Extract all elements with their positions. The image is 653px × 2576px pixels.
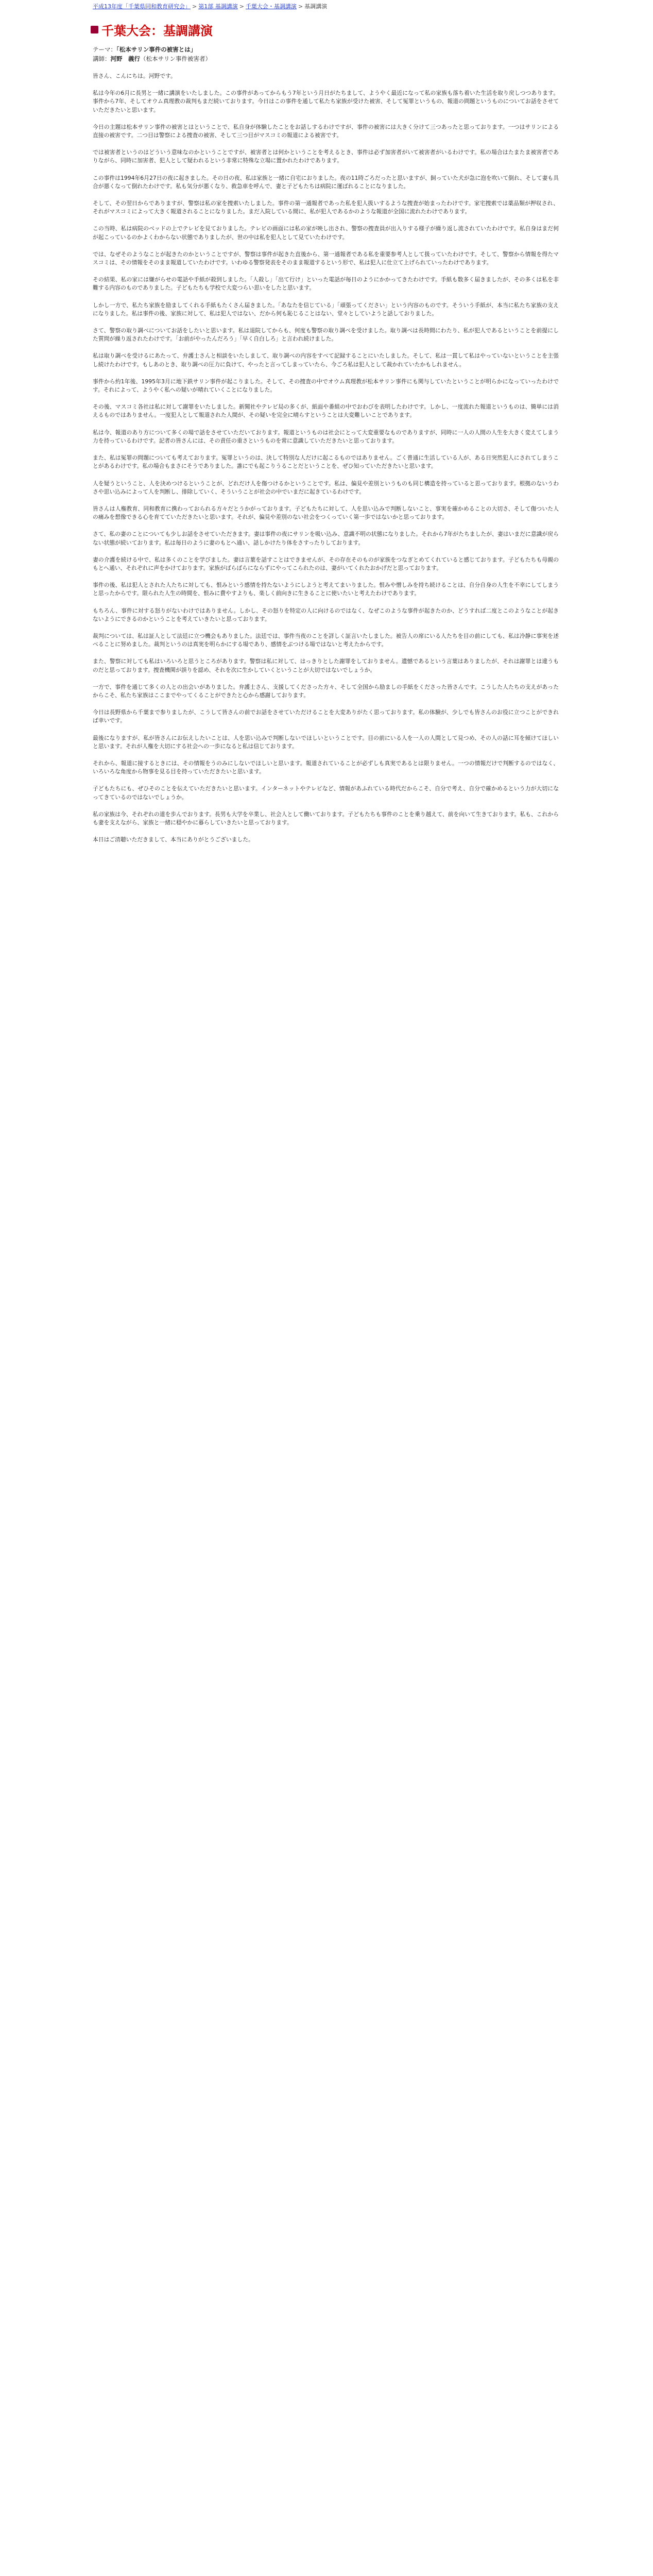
body-paragraph: では被害者というのはどういう意味なのかということですが、被害者とは何かということを考えるとき、事件は必ず加害者がいて被害者がいるわけです。私の場合はたまたま被害者でありながら、同時に加害者、犯人として疑われるという非常に特殊な立場に置かれたわけであります。 xyxy=(93,149,559,164)
body-paragraph: そして、その翌日からでありますが、警察は私の家を捜索いたしました。事件の第一通報者であった私を犯人扱いするような捜査が始まったわけです。家宅捜索では薬品類が押収され、それがマスコミによって大きく報道されることになりました。まだ入院している間に、私が犯人であるかのような報道が全国に流れたわけであります。 xyxy=(93,200,559,215)
speaker-role: （松本サリン事件被害者） xyxy=(140,55,211,62)
body-paragraph: それから、報道に接するときには、その情報をうのみにしないでほしいと思います。報道されていることが必ずしも真実であるとは限りません。一つの情報だけで判断するのではなく、いろいろな角度から物事を見る目を持っていただきたいと思います。 xyxy=(93,759,559,775)
breadcrumb-link-2[interactable]: 第1部 基調講演 xyxy=(198,3,238,10)
speaker-line xyxy=(93,55,556,63)
page-title-text: 千葉大会：基調講演 xyxy=(101,24,213,38)
body-paragraph: この事件は1994年6月27日の夜に起きました。その日の夜、私は家族と一緒に自宅におりました。夜の11時ごろだったと思いますが、飼っていた犬が急に泡を吹いて倒れ、そして妻も具合が悪くなって倒れたわけです。私も気分が悪くなり、救急車を呼んで、妻と子どもたちは病院に運ばれることになりました。 xyxy=(93,174,559,190)
body-paragraph: さて、警察の取り調べについてお話をしたいと思います。私は退院してからも、何度も警察の取り調べを受けました。取り調べは長時間にわたり、私が犯人であるということを前提にした質問が繰り返されたわけです。「お前がやったんだろう」「早く自白しろ」と言われ続けました。 xyxy=(93,327,559,343)
breadcrumb xyxy=(93,3,556,10)
body-paragraph: 今日は長野県から千葉まで参りましたが、こうして皆さんの前でお話をさせていただけることを大変ありがたく思っております。私の体験が、少しでも皆さんのお役に立つことができれば幸いです。 xyxy=(93,709,559,724)
body-paragraph: この当時、私は病院のベッドの上でテレビを見ておりました。テレビの画面には私の家が映し出され、警察の捜査員が出入りする様子が繰り返し流されていたわけです。私自身はまだ何が起こっているのかよくわからない状態でありましたが、世の中は私を犯人として見ていたわけです。 xyxy=(93,225,559,241)
body-paragraph: さて、私の妻のことについても少しお話をさせていただきます。妻は事件の夜にサリンを吸い込み、意識不明の状態になりました。それから7年がたちましたが、妻はいまだに意識が戻らない状態が続いております。私は毎日のように妻のもとへ通い、話しかけたり体をさすったりしております。 xyxy=(93,531,559,546)
body-paragraph: その結果、私の家には嫌がらせの電話や手紙が殺到しました。「人殺し」「出て行け」といった電話が毎日のようにかかってきたわけです。手紙も数多く届きましたが、その多くは私を非難する内容のものでありました。子どもたちも学校で大変つらい思いをしたと思います。 xyxy=(93,276,559,292)
body-paragraph: 皆さん、こんにちは。河野です。 xyxy=(93,73,176,79)
body-paragraph: その後、マスコミ各社は私に対して謝罪をいたしました。新聞社やテレビ局の多くが、紙面や番組の中でおわびを表明したわけです。しかし、一度流れた報道というものは、簡単には消えるものではありません。一度犯人として報道された人間が、その疑いを完全に晴らすということは大変難しいことであります。 xyxy=(93,403,559,419)
body-paragraph: 妻の介護を続ける中で、私は多くのことを学びました。妻は言葉を話すことはできませんが、その存在そのものが家族をつなぎとめてくれていると感じております。子どもたちも母親のもとへ通い、それぞれに声をかけております。家族がばらばらにならずにやってこられたのは、妻がいてくれたおかげだと思っております。 xyxy=(93,556,559,571)
breadcrumb-link-3[interactable]: 千葉大会・基調講演 xyxy=(245,3,297,10)
breadcrumb-current: 基調講演 xyxy=(304,3,328,10)
body-paragraph: 私の家族は今、それぞれの道を歩んでおります。長男も大学を卒業し、社会人として働いております。子どもたちも事件のことを乗り越えて、前を向いて生きております。私も、これからも妻を支えながら、家族と一緒に穏やかに暮らしていきたいと思っております。 xyxy=(93,810,559,826)
lecture-body xyxy=(93,72,559,853)
body-paragraph: 事件から約1年後、1995年3月に地下鉄サリン事件が起こりました。そして、その捜査の中でオウム真理教が松本サリン事件にも関与していたということが明らかになっていったわけです。それによって、ようやく私への疑いが晴れていくことになりました。 xyxy=(93,378,559,394)
body-paragraph: また、私は冤罪の問題についても考えております。冤罪というのは、決して特別な人だけに起こるものではありません。ごく普通に生活している人が、ある日突然犯人にされてしまうことがあるわけです。私の場合もまさにそうでありました。誰にでも起こりうることだということを、ぜひ知っていただきたいと思います。 xyxy=(93,454,559,470)
body-paragraph: 本日はご清聴いただきまして、本当にありがとうございました。 xyxy=(93,836,254,843)
body-paragraph: しかし一方で、私たち家族を励ましてくれる手紙もたくさん届きました。「あなたを信じている」「頑張ってください」という内容のものです。そういう手紙が、本当に私たち家族の支えになりました。私は事件の後、家族に対して、私は犯人ではない、だから何も恥じることはない、堂々としていようと話しておりました。 xyxy=(93,301,559,317)
body-paragraph: 事件の後、私は犯人とされた人たちに対しても、恨みという感情を持たないようにしようと考えてまいりました。恨みや憎しみを持ち続けることは、自分自身の人生を不幸にしてしまうと思ったからです。限られた人生の時間を、恨みに費やすよりも、楽しく前向きに生きることに使いたいと考えたわけであります。 xyxy=(93,582,559,597)
body-paragraph: 皆さんは人権教育、同和教育に携わっておられる方々だとうかがっております。子どもたちに対して、人を思い込みで判断しないこと、事実を確かめることの大切さ、そして傷ついた人の痛みを想像できる心を育てていただきたいと思います。それが、偏見や差別のない社会をつくっていく第一歩ではないかと思っております。 xyxy=(93,505,559,521)
theme-text: 「松本サリン事件の被害とは」 xyxy=(116,46,197,53)
title-bullet-icon xyxy=(91,26,98,33)
body-paragraph: 私は今年の6月に長男と一緒に講演をいたしました。この事件があってからもう7年という月日がたちまして、ようやく最近になって私の家族も落ち着いた生活を取り戻しつつあります。事件から7年、そしてオウム真理教の裁判もまだ続いております。今日はこの事件を通して私たち家族が受けた被害、そして冤罪というもの、報道の問題というものについてお話をさせていただきたいと思います。 xyxy=(93,90,559,113)
body-paragraph: 私は今、報道のあり方について多くの場で話をさせていただいております。報道というものは社会にとって大変重要なものでありますが、同時に一人の人間の人生を大きく変えてしまう力を持っているわけです。記者の皆さんには、その責任の重さというものを常に意識していただきたいと思っております。 xyxy=(93,429,559,444)
body-paragraph: では、なぜそのようなことが起きたのかということですが、警察は事件が起きた直後から、第一通報者である私を重要参考人として扱っていたわけです。そして、警察から情報を得たマスコミは、その情報をそのまま報道していたわけです。いわゆる警察発表をそのまま報道するという形で、私は犯人に仕立て上げられていったわけであります。 xyxy=(93,250,559,266)
theme-line xyxy=(93,45,556,54)
body-paragraph: 人を疑うということ、人を決めつけるということが、どれだけ人を傷つけるかということです。私は、偏見や差別というものも同じ構造を持っていると思っております。根拠のないうわさや思い込みによって人を判断し、排除していく、そういうことが社会の中でいまだに起きているわけです。 xyxy=(93,480,559,495)
page-title xyxy=(91,21,554,39)
speaker-label: 講師： xyxy=(93,55,111,62)
breadcrumb-separator: > xyxy=(192,3,197,10)
body-paragraph: 最後になりますが、私が皆さんにお伝えしたいことは、人を思い込みで判断しないでほしいということです。目の前にいる人を一人の人間として見つめ、その人の話に耳を傾けてほしいと思います。それが人権を大切にする社会への一歩になると私は信じております。 xyxy=(93,734,559,750)
body-paragraph: また、警察に対しても私はいろいろと思うところがあります。警察は私に対して、はっきりとした謝罪をしておりません。遺憾であるという言葉はありましたが、それは謝罪とは違うものだと思っております。捜査機関が誤りを認め、それを次に生かしていくということが大切ではないでしょうか。 xyxy=(93,658,559,673)
breadcrumb-link-1[interactable]: 平成13年度「千葉県同和教育研究会」 xyxy=(93,3,191,10)
body-paragraph: 私は取り調べを受けるにあたって、弁護士さんと相談をいたしまして、取り調べの内容をすべて記録することにいたしました。そして、私は一貫して私はやっていないということを主張し続けたわけです。もしあのとき、取り調べの圧力に負けて、やったと言ってしまっていたら、今ごろ私は犯人として裁かれていたかもしれません。 xyxy=(93,352,559,368)
breadcrumb-separator: > xyxy=(239,3,244,10)
body-paragraph: もちろん、事件に対する怒りがないわけではありません。しかし、その怒りを特定の人に向けるのではなく、なぜこのような事件が起きたのか、どうすれば二度とこのようなことが起きないようにできるのかということを考えていきたいと思っております。 xyxy=(93,607,559,622)
theme-label: テーマ： xyxy=(93,46,116,53)
body-paragraph: 子どもたちにも、ぜひそのことを伝えていただきたいと思います。インターネットやテレビなど、情報があふれている時代だからこそ、自分で考え、自分で確かめるという力が大切になってきているのではないでしょうか。 xyxy=(93,785,559,801)
body-paragraph: 裁判については、私は証人として法廷に立つ機会もありました。法廷では、事件当夜のことを詳しく証言いたしました。被告人の席にいる人たちを目の前にしても、私は冷静に事実を述べることに努めました。裁判というのは真実を明らかにする場であり、感情をぶつける場ではないと考えたからです。 xyxy=(93,632,559,648)
speaker-name: 河野 義行 xyxy=(110,55,140,62)
body-paragraph: 今日の主題は松本サリン事件の被害とはということで、私自身が体験したことをお話しするわけですが、事件の被害には大きく分けて三つあったと思っております。一つはサリンによる直接の被害です。二つ目は警察による捜査の被害、そして三つ目がマスコミの報道による被害です。 xyxy=(93,123,559,139)
body-paragraph: 一方で、事件を通じて多くの人との出会いがありました。弁護士さん、支援してくださった方々、そして全国から励ましの手紙をくださった皆さんです。こうした人たちの支えがあったからこそ、私たち家族はここまでやってくることができたと心から感謝しております。 xyxy=(93,683,559,699)
breadcrumb-separator: > xyxy=(298,3,303,10)
